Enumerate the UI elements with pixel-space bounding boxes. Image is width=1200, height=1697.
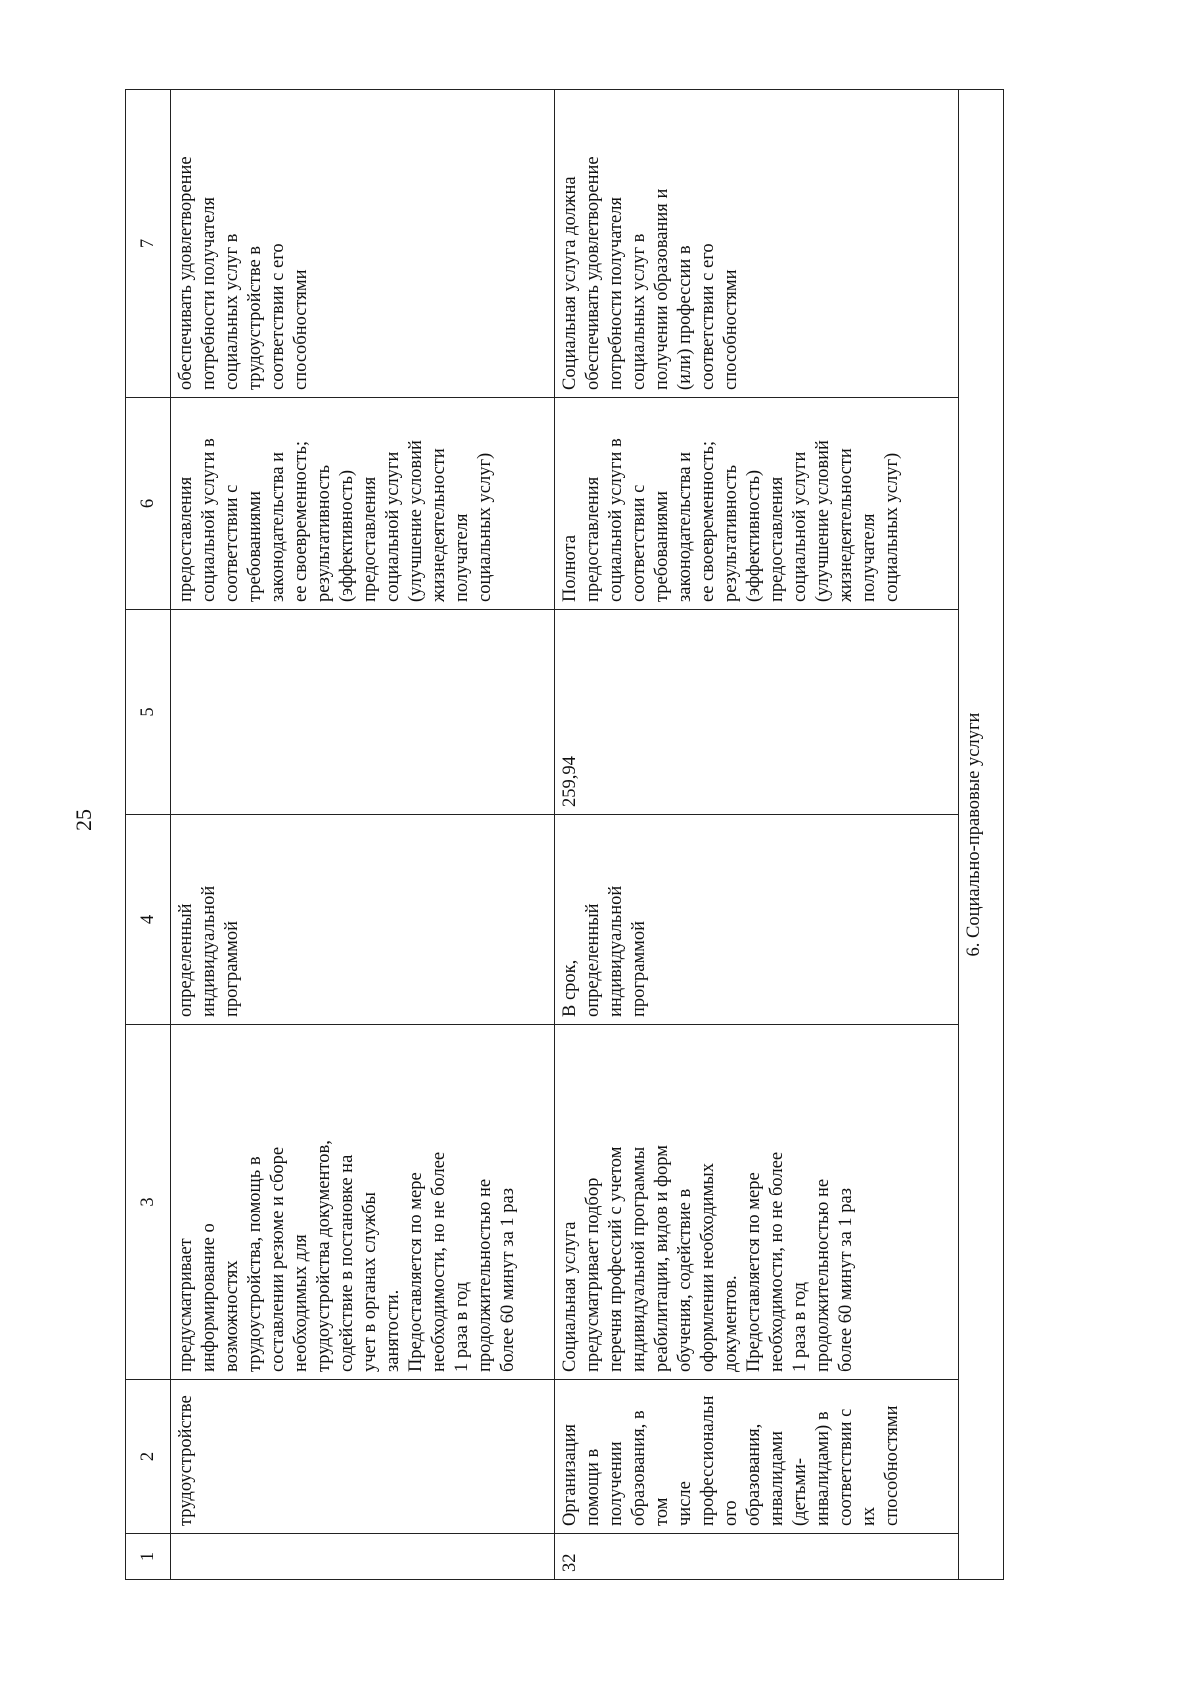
- header-cell: 4: [126, 815, 171, 1025]
- cell-term: определенный индивидуальной программой: [171, 815, 555, 1025]
- cell-description: предусматривает информирование о возможностях трудоустройства, помощь в составлении резюме и сборе необходимых для трудоустройства документов, содействие в постановке на учет в органах службы занятости. Предоставляется по мере необходимости, но не более 1 раза в год продолжительностью не более 60 минут за 1 раз: [171, 1025, 555, 1380]
- section-row: [959, 90, 1004, 1580]
- cell-service-name: трудоустройстве: [171, 1380, 555, 1534]
- header-cell: 7: [126, 90, 171, 398]
- cell-number: 32: [555, 1534, 959, 1580]
- page-number: 25: [71, 809, 96, 831]
- header-cell: 3: [126, 1025, 171, 1380]
- header-row: [126, 90, 171, 1580]
- table-row: [555, 90, 959, 1580]
- rotated-table-sheet: [125, 90, 985, 1580]
- cell-price: 259,94: [555, 610, 959, 815]
- cell-description: Социальная услуга предусматривает подбор перечня профессий с учетом индивидуальной программы реабилитации, видов и форм обучения, содействие в оформлении необходимых документов. Предоставляется по мере необходимости, но не более 1 раза в год продолжительностью не более 60 минут за 1 раз: [555, 1025, 959, 1380]
- section-title: 6. Социально-правовые услуги: [959, 90, 1004, 1580]
- cell-service-name: Организация помощи в получении образования, в том числе профессионального образования, инвалидами (детьми- инвалидами) в соответствии с их способностями: [555, 1380, 959, 1534]
- table-row: [171, 90, 555, 1580]
- cell-conditions: Социальная услуга должна обеспечивать удовлетворение потребности получателя социальных услуг в получении образования и (или) профессии в соответствии с его способностями: [555, 90, 959, 398]
- header-cell: 6: [126, 398, 171, 610]
- services-table: [125, 89, 1004, 1580]
- cell-conditions: обеспечивать удовлетворение потребности получателя социальных услуг в трудоустройстве в соответствии с его способностями: [171, 90, 555, 398]
- cell-quality-indicators: Полнота предоставления социальной услуги в соответствии с требованиями законодательства и ее своевременность; результативность (эффективность) предоставления социальной услуги (улучшение условий жизнедеятельности получателя социальных услуг): [555, 398, 959, 610]
- cell-quality-indicators: предоставления социальной услуги в соответствии с требованиями законодательства и ее своевременность; результативность (эффективность) предоставления социальной услуги (улучшение условий жизнедеятельности получателя социальных услуг): [171, 398, 555, 610]
- header-cell: 5: [126, 610, 171, 815]
- header-cell: 1: [126, 1534, 171, 1580]
- cell-number: [171, 1534, 555, 1580]
- cell-term: В срок, определенный индивидуальной программой: [555, 815, 959, 1025]
- cell-price: [171, 610, 555, 815]
- header-cell: 2: [126, 1380, 171, 1534]
